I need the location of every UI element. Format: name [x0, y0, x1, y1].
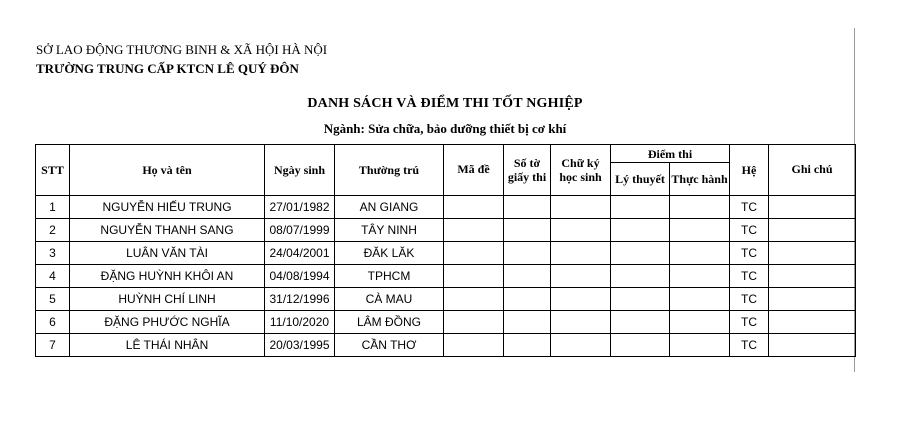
- cell-stt: 6: [36, 311, 70, 334]
- cell-exam-code: [444, 334, 504, 357]
- cell-dob: 04/08/1994: [265, 265, 335, 288]
- cell-system: TC: [730, 334, 769, 357]
- cell-practice: [670, 196, 730, 219]
- cell-dob: 31/12/1996: [265, 288, 335, 311]
- table-row: [36, 288, 856, 311]
- col-header-residence: Thường trú: [335, 145, 444, 196]
- cell-practice: [670, 219, 730, 242]
- cell-sheets: [504, 196, 551, 219]
- cell-stt: 4: [36, 265, 70, 288]
- cell-notes: [769, 334, 856, 357]
- cell-residence: TÂY NINH: [335, 219, 444, 242]
- cell-sheets: [504, 288, 551, 311]
- cell-residence: LÂM ĐỒNG: [335, 311, 444, 334]
- cell-theory: [611, 288, 670, 311]
- col-header-name: Họ và tên: [70, 145, 265, 196]
- cell-exam-code: [444, 311, 504, 334]
- col-header-scores: Điểm thi: [611, 145, 730, 163]
- cell-theory: [611, 219, 670, 242]
- cell-exam-code: [444, 288, 504, 311]
- cell-system: TC: [730, 196, 769, 219]
- cell-dob: 08/07/1999: [265, 219, 335, 242]
- cell-dob: 20/03/1995: [265, 334, 335, 357]
- cell-residence: CẦN THƠ: [335, 334, 444, 357]
- col-header-practice: Thực hành: [670, 163, 730, 196]
- cell-practice: [670, 311, 730, 334]
- cell-name: LÊ THÁI NHÂN: [70, 334, 265, 357]
- col-header-signature: Chữ ký học sinh: [551, 145, 611, 196]
- cell-theory: [611, 242, 670, 265]
- cell-exam-code: [444, 219, 504, 242]
- col-header-exam-code: Mã đề: [444, 145, 504, 196]
- document-subtitle: Ngành: Sửa chữa, bảo dưỡng thiết bị cơ khí: [323, 121, 567, 136]
- cell-signature: [551, 265, 611, 288]
- cell-sheets: [504, 219, 551, 242]
- cell-residence: AN GIANG: [335, 196, 444, 219]
- cell-practice: [670, 242, 730, 265]
- cell-system: TC: [730, 219, 769, 242]
- school-header: TRƯỜNG TRUNG CẤP KTCN LÊ QUÝ ĐÔN: [36, 61, 299, 76]
- cell-signature: [551, 311, 611, 334]
- table-row: [36, 311, 856, 334]
- cell-notes: [769, 265, 856, 288]
- cell-sheets: [504, 242, 551, 265]
- cell-theory: [611, 311, 670, 334]
- cell-sheets: [504, 311, 551, 334]
- col-header-dob: Ngày sinh: [265, 145, 335, 196]
- cell-sheets: [504, 265, 551, 288]
- cell-stt: 5: [36, 288, 70, 311]
- col-header-system: Hệ: [730, 145, 769, 196]
- cell-theory: [611, 196, 670, 219]
- cell-practice: [670, 265, 730, 288]
- cell-signature: [551, 219, 611, 242]
- col-header-notes: Ghi chú: [769, 145, 856, 196]
- cell-system: TC: [730, 265, 769, 288]
- cell-residence: ĐĂK LĂK: [335, 242, 444, 265]
- cell-signature: [551, 288, 611, 311]
- cell-system: TC: [730, 311, 769, 334]
- cell-name: LUÂN VĂN TÀI: [70, 242, 265, 265]
- cell-name: HUỲNH CHÍ LINH: [70, 288, 265, 311]
- cell-sheets: [504, 334, 551, 357]
- cell-system: TC: [730, 242, 769, 265]
- cell-name: NGUYỄN HIẾU TRUNG: [70, 196, 265, 219]
- cell-theory: [611, 265, 670, 288]
- cell-dob: 27/01/1982: [265, 196, 335, 219]
- cell-theory: [611, 334, 670, 357]
- table-row: [36, 334, 856, 357]
- cell-residence: CÀ MAU: [335, 288, 444, 311]
- table-row: [36, 265, 856, 288]
- graduation-table: [35, 144, 856, 357]
- col-header-sheets: Số tờ giấy thi: [504, 145, 551, 196]
- cell-dob: 24/04/2001: [265, 242, 335, 265]
- col-header-theory: Lý thuyết: [611, 163, 670, 196]
- cell-practice: [670, 334, 730, 357]
- cell-notes: [769, 219, 856, 242]
- cell-notes: [769, 242, 856, 265]
- cell-notes: [769, 311, 856, 334]
- cell-stt: 7: [36, 334, 70, 357]
- cell-practice: [670, 288, 730, 311]
- cell-residence: TPHCM: [335, 265, 444, 288]
- cell-name: NGUYỄN THANH SANG: [70, 219, 265, 242]
- cell-signature: [551, 196, 611, 219]
- ministry-header: SỞ LAO ĐỘNG THƯƠNG BINH & XÃ HỘI HÀ NỘI: [36, 42, 328, 57]
- cell-exam-code: [444, 196, 504, 219]
- table-row: [36, 219, 856, 242]
- cell-notes: [769, 288, 856, 311]
- table-row: [36, 242, 856, 265]
- table-row: [36, 196, 856, 219]
- cell-exam-code: [444, 242, 504, 265]
- col-header-stt: STT: [36, 145, 70, 196]
- cell-stt: 3: [36, 242, 70, 265]
- document-title: DANH SÁCH VÀ ĐIỂM THI TỐT NGHIỆP: [307, 96, 583, 111]
- cell-signature: [551, 334, 611, 357]
- cell-stt: 2: [36, 219, 70, 242]
- cell-system: TC: [730, 288, 769, 311]
- cell-exam-code: [444, 265, 504, 288]
- cell-dob: 11/10/2020: [265, 311, 335, 334]
- cell-stt: 1: [36, 196, 70, 219]
- cell-notes: [769, 196, 856, 219]
- cell-name: ĐẶNG HUỲNH KHÔI AN: [70, 265, 265, 288]
- cell-signature: [551, 242, 611, 265]
- cell-name: ĐẶNG PHƯỚC NGHĨA: [70, 311, 265, 334]
